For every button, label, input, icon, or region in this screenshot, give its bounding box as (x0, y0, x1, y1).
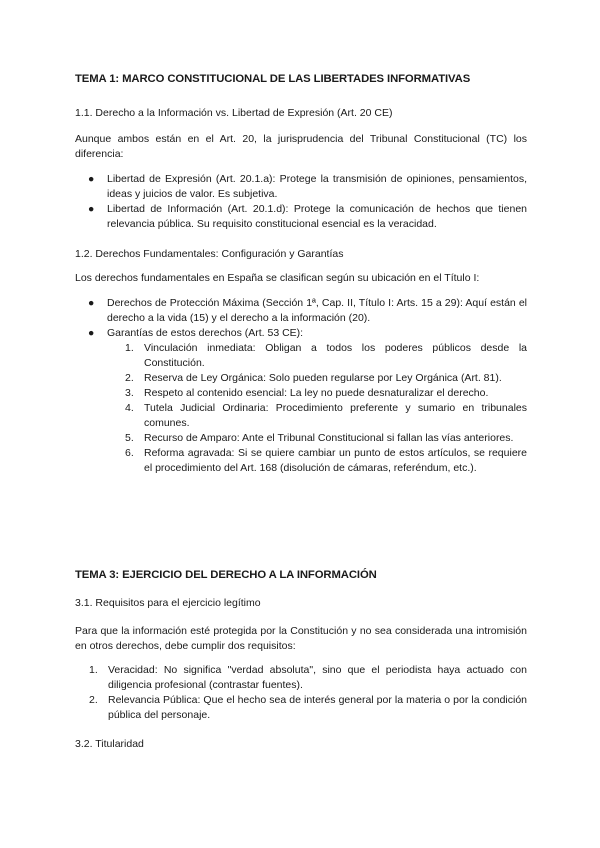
section-1-1-bullet-list (75, 172, 527, 232)
bullet-item (75, 296, 527, 326)
bullet-icon: ● (88, 327, 95, 339)
bullet-item (75, 326, 527, 476)
section-3-1-heading: 3.1. Requisitos para el ejercicio legítimo (75, 597, 261, 609)
requisito-item (89, 693, 527, 723)
garantia-item (125, 371, 527, 386)
section-1-2-heading: 1.2. Derechos Fundamentales: Configuración y Garantías (75, 248, 344, 260)
list-number: 1. (89, 664, 98, 676)
garantia-text: Recurso de Amparo: Ante el Tribunal Constitucional si fallan las vías anteriores. (144, 432, 514, 444)
bullet-text: Libertad de Expresión (Art. 20.1.a): Protege la transmisión de opiniones, pensamientos, ideas y juicios de valor. Es subjetiva. (107, 173, 527, 200)
garantia-item (125, 401, 527, 431)
section-1-2-intro: Los derechos fundamentales en España se clasifican según su ubicación en el Título I: (75, 272, 480, 284)
garantia-item (125, 446, 527, 476)
bullet-text: Libertad de Información (Art. 20.1.d): Protege la comunicación de hechos que tienen relevancia pública. Su requisito constitucional esencial es la veracidad. (107, 203, 527, 230)
requisito-item (89, 663, 527, 693)
requisito-text: Veracidad: No significa "verdad absoluta", sino que el periodista haya actuado con diligencia profesional (contrastar fuentes). (108, 664, 527, 691)
garantia-item (125, 431, 527, 446)
list-number: 4. (125, 402, 134, 414)
bullet-icon: ● (88, 173, 95, 185)
garantias-list (125, 341, 527, 476)
list-number: 3. (125, 387, 134, 399)
bullet-item (75, 172, 527, 202)
garantia-text: Reforma agravada: Si se quiere cambiar un punto de estos artículos, se requiere el procedimiento del Art. 168 (disolución de cámaras, referéndum, etc.). (144, 447, 527, 474)
section-3-1-intro: Para que la información esté protegida por la Constitución y no sea considerada una intromisión en otros derechos, debe cumplir dos requisitos: (75, 625, 527, 652)
list-number: 1. (125, 342, 134, 354)
requisitos-list (89, 663, 527, 723)
garantia-item (125, 341, 527, 371)
garantia-text: Tutela Judicial Ordinaria: Procedimiento preferente y sumario en tribunales comunes. (144, 402, 527, 429)
garantia-item (125, 386, 527, 401)
tema3-title: TEMA 3: EJERCICIO DEL DERECHO A LA INFORMACIÓN (75, 569, 377, 581)
garantia-text: Reserva de Ley Orgánica: Solo pueden regularse por Ley Orgánica (Art. 81). (144, 372, 502, 384)
list-number: 5. (125, 432, 134, 444)
garantia-text: Respeto al contenido esencial: La ley no puede desnaturalizar el derecho. (144, 387, 489, 399)
section-1-1-heading: 1.1. Derecho a la Información vs. Libertad de Expresión (Art. 20 CE) (75, 107, 393, 119)
section-1-2-bullet-list (75, 296, 527, 476)
garantia-text: Vinculación inmediata: Obligan a todos los poderes públicos desde la Constitución. (144, 342, 527, 369)
list-number: 6. (125, 447, 134, 459)
tema1-title: TEMA 1: MARCO CONSTITUCIONAL DE LAS LIBERTADES INFORMATIVAS (75, 73, 471, 85)
bullet-text: Derechos de Protección Máxima (Sección 1ª, Cap. II, Título I: Arts. 15 a 29): Aquí están el derecho a la vida (15) y el derecho a la información (20). (107, 297, 527, 324)
list-number: 2. (125, 372, 134, 384)
requisito-text: Relevancia Pública: Que el hecho sea de interés general por la materia o por la condición pública del personaje. (108, 694, 527, 721)
section-1-1-intro: Aunque ambos están en el Art. 20, la jurisprudencia del Tribunal Constitucional (TC) los diferencia: (75, 133, 527, 160)
list-number: 2. (89, 694, 98, 706)
bullet-item (75, 202, 527, 232)
bullet-text: Garantías de estos derechos (Art. 53 CE): (107, 327, 304, 339)
bullet-icon: ● (88, 297, 95, 309)
bullet-icon: ● (88, 203, 95, 215)
section-3-2-heading: 3.2. Titularidad (75, 738, 144, 750)
